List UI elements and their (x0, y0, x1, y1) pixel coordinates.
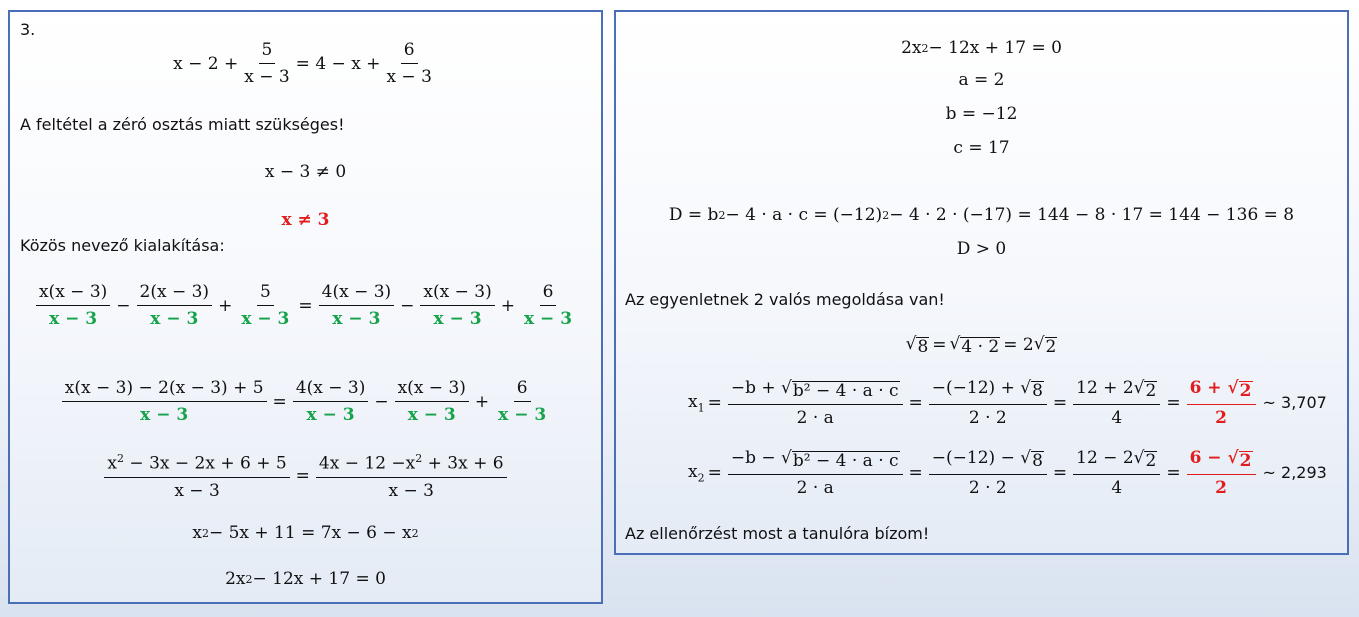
fraction (383, 40, 434, 87)
simplified-equation: x 2 − 5x + 11 = 7x − 6 − x 2 (192, 523, 419, 543)
numerator: 2(x − 3) (137, 282, 213, 306)
quadratic-equation: 2x 2 − 12x + 17 = 0 (901, 38, 1062, 58)
denominator: x − 3 (306, 405, 355, 425)
solution-x2: $x_2$ = −b − √ b² − 4 · a · c 2 · a = −(−12) − √ 8 2 · 2 = 12 − 2 √ 2 4 = 6 − √ 2 2 ~ 2,293 (688, 448, 1327, 498)
common-denominator-equation: $\frac{x(x - 3)}{x - 3}$ − $\frac{2(x - 3)}{x - 3}$ + $\frac{5}{x - 3}$ = $\frac{4(x - 3)}{x - 3}$ − $\frac{x(x - 3)}{x - 3}$ + $\frac{6}{x - 3}$ (10, 282, 601, 329)
fraction (316, 452, 507, 501)
denominator: x − 3 (523, 309, 573, 329)
numerator: x(x − 3) (395, 378, 469, 402)
coefficient-a: a = 2 (958, 70, 1005, 90)
fraction: −b + √ b² − 4 · a · c 2 · a (728, 378, 903, 428)
numerator: 5 (259, 40, 276, 64)
fraction: 12 + 2 √ 2 4 (1073, 378, 1160, 428)
numerator: 4(x − 3) (293, 378, 369, 402)
fraction (137, 282, 213, 329)
fraction (241, 40, 292, 87)
original-equation (10, 40, 601, 87)
denominator: x − 3 (332, 309, 381, 329)
check-text: Az ellenőrzést most a tanulóra bízom! (625, 524, 930, 543)
common-denominator-text: Közös nevező kialakítása: (20, 236, 225, 255)
numerator: 5 (257, 282, 274, 306)
fraction (420, 282, 494, 329)
x1-label: $x_1$ (688, 391, 705, 415)
eq-term: = 4 − x + (295, 53, 381, 74)
discriminant-positive: D > 0 (956, 239, 1007, 259)
denominator: x − 3 (498, 405, 547, 425)
condition-text: A feltétel a zéró osztás miatt szükséges! (20, 115, 345, 134)
fraction (319, 282, 395, 329)
numerator: $x^2 - 3x - 2x + 6 + 5$ (104, 452, 289, 478)
numerator: 6 (401, 40, 418, 64)
numerator: $4x - 12 -x^2 + 3x + 6$ (316, 452, 507, 478)
x1-approx: ~ 3,707 (1262, 393, 1327, 413)
denominator: x − 3 (140, 405, 189, 425)
fraction (36, 282, 110, 329)
fraction: −(−12) + √ 8 2 · 2 (929, 378, 1047, 428)
solutions-text: Az egyenletnek 2 valós megoldása van! (625, 290, 945, 309)
problem-number: 3. (20, 20, 36, 39)
fraction (62, 378, 267, 425)
fraction (495, 378, 549, 425)
denominator: x − 3 (241, 309, 290, 329)
denominator: x − 3 (174, 480, 220, 501)
expanded-equation: $\frac{x^2 - 3x - 2x + 6 + 5}{x - 3}$ = $\frac{4x - 12 -x^2 + 3x + 6}{x - 3}$ (10, 452, 601, 501)
numerator: 4(x − 3) (319, 282, 395, 306)
fraction (104, 452, 289, 501)
x2-approx: ~ 2,293 (1262, 463, 1327, 483)
denominator: x − 3 (150, 309, 199, 329)
fraction: −(−12) − √ 8 2 · 2 (929, 448, 1047, 498)
combined-equation: $\frac{x(x - 3) - 2(x - 3) + 5}{x - 3}$ = $\frac{4(x - 3)}{x - 3}$ − $\frac{x(x - 3)}{x - 3}$ + $\frac{6}{x - 3}$ (10, 378, 601, 425)
numerator: 6 (514, 378, 531, 402)
right-panel (614, 10, 1349, 555)
fraction: 12 − 2 √ 2 4 (1073, 448, 1160, 498)
sqrt-simplification: √ 8 = √ 4 · 2 = 2 √ 2 (905, 334, 1057, 357)
quadratic-equation: 2x 2 − 12x + 17 = 0 (225, 569, 386, 589)
fraction (395, 378, 469, 425)
condition-equation: x − 3 ≠ 0 (264, 162, 347, 182)
fraction (293, 378, 369, 425)
denominator: x − 3 (407, 405, 456, 425)
denominator: x − 3 (388, 480, 434, 501)
denominator: x − 3 (244, 67, 290, 87)
numerator: 6 (540, 282, 557, 306)
denominator: x − 3 (386, 67, 432, 87)
condition-result: x ≠ 3 (281, 210, 330, 230)
denominator: x − 3 (433, 309, 482, 329)
fraction: −b − √ b² − 4 · a · c 2 · a (728, 448, 903, 498)
numerator: x(x − 3) − 2(x − 3) + 5 (62, 378, 267, 402)
denominator: x − 3 (49, 309, 98, 329)
discriminant-equation: D = b 2 − 4 · a · c = (−12) 2 − 4 · 2 · (−17) = 144 − 8 · 17 = 144 − 136 = 8 (668, 205, 1295, 225)
numerator: x(x − 3) (36, 282, 110, 306)
coefficient-b: b = −12 (945, 104, 1018, 124)
left-panel (8, 10, 603, 604)
x2-label: $x_2$ (688, 461, 705, 485)
fraction-result: 6 − √ 2 2 (1187, 448, 1256, 498)
numerator: x(x − 3) (420, 282, 494, 306)
fraction (238, 282, 292, 329)
eq-term: x − 2 + (173, 53, 239, 74)
coefficient-c: c = 17 (953, 138, 1010, 158)
fraction (521, 282, 575, 329)
solution-x1: $x_1$ = −b + √ b² − 4 · a · c 2 · a = −(−12) + √ 8 2 · 2 = 12 + 2 √ 2 4 = 6 + √ 2 2 ~ 3,707 (688, 378, 1327, 428)
fraction-result: 6 + √ 2 2 (1187, 378, 1256, 428)
